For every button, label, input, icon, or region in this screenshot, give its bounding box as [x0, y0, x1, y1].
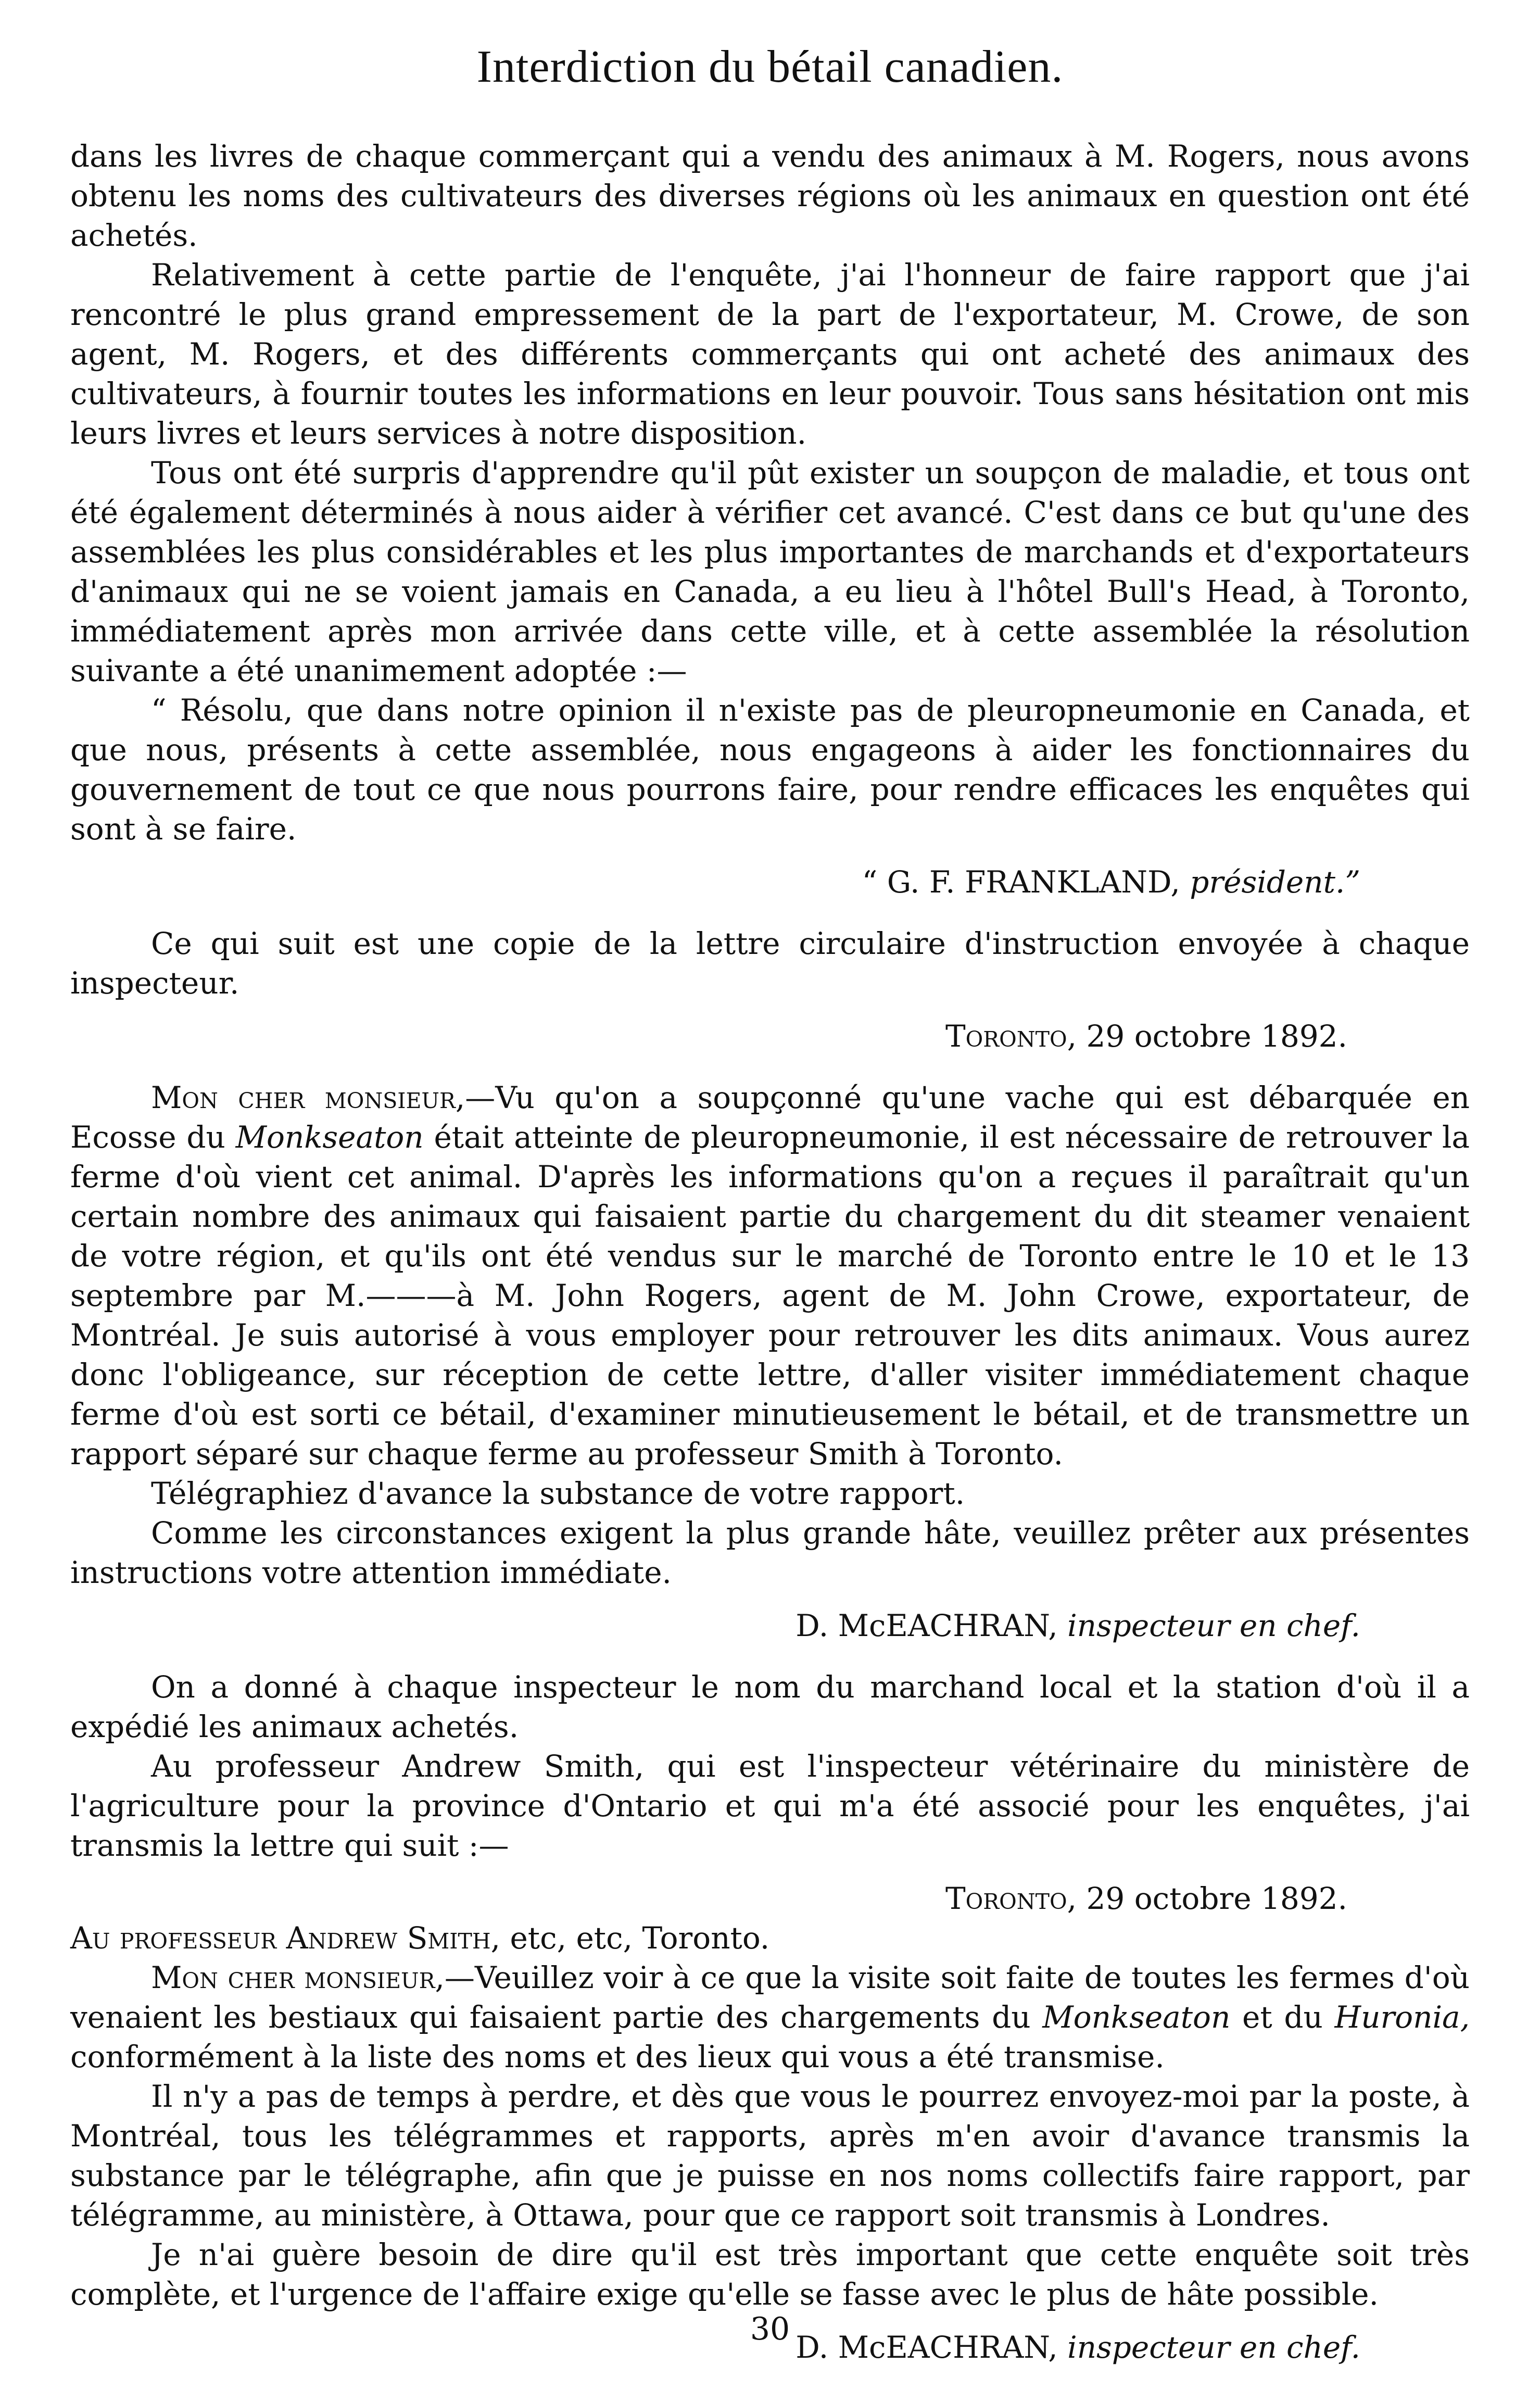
paragraph: Comme les circonstances exigent la plus grande hâte, veuillez prêter aux présentes instructions votre attention immédiate. — [70, 1515, 1470, 1590]
signature-title: inspecteur en chef. — [1067, 2330, 1360, 2365]
paragraph: Ce qui suit est une copie de la lettre circulaire d'instruction envoyée à chaque inspecteur. — [70, 926, 1470, 1001]
ship-name: Monkseaton — [235, 1120, 424, 1155]
salutation: Mon cher monsieur, — [151, 1080, 465, 1115]
addressee-name: Au professeur Andrew Smith, — [70, 1920, 501, 1956]
letter-text: était atteinte de pleuropneumonie, il est nécessaire de retrouver la ferme d'où vient cet animal. D'après les informations qu'on a reçues il paraîtrait qu'un certain nombre des animaux qui faisaient partie du chargement du dit steamer venaient de votre région, et qu'ils ont été vendus sur le marché de Toronto entre le 10 et le 13 septembre par M.———à M. John Rogers, agent de M. John Crowe, exportateur, de Montréal. Je suis autorisé à vous employer pour retrouver les dits animaux. Vous aurez donc l'obligeance, sur réception de cette lettre, d'aller visiter immédiatement chaque ferme d'où est sorti ce bétail, d'examiner minutieusement le bétail, et de transmettre un rapport séparé sur chaque ferme au professeur Smith à Toronto. — [70, 1120, 1470, 1472]
letter-text: —Veuillez voir à ce que la visite soit faite de toutes les fermes d'où venaient les bestiaux qui faisaient partie des chargements du — [70, 1960, 1470, 2035]
paragraph: dans les livres de chaque commerçant qui a vendu des animaux à M. Rogers, nous avons obtenu les noms des cultivateurs des diverses régions où les animaux en question ont été achetés. — [70, 139, 1470, 253]
signature-name: D. McEACHRAN, — [796, 1608, 1058, 1643]
paragraph: Tous ont été surpris d'apprendre qu'il pût exister un soupçon de maladie, et tous ont été également déterminés à nous aider à vérifier cet avancé. C'est dans ce but qu'une des assemblées les plus considérables et les plus importantes de marchands et d'exportateurs d'animaux qui ne se voient jamais en Canada, a eu lieu à l'hôtel Bull's Head, à Toronto, immédiatement après mon arrivée dans cette ville, et à cette assemblée la résolution suivante a été unanimement adoptée :— — [70, 455, 1470, 688]
letter-body — [70, 1078, 1470, 1474]
paragraph: Télégraphiez d'avance la substance de votre rapport. — [151, 1476, 965, 1511]
signature-frankland — [70, 862, 1470, 902]
signature-name: “ G. F. FRANKLAND, — [862, 864, 1180, 900]
signature-mceachran — [70, 1606, 1470, 1645]
paragraph: Relativement à cette partie de l'enquête, j'ai l'honneur de faire rapport que j'ai rencontré le plus grand empressement de la part de l'exportateur, M. Crowe, de son agent, M. Rogers, et des différents commerçants qui ont acheté des animaux des cultivateurs, à fournir toutes les informations en leur pouvoir. Tous sans hésitation ont mis leurs livres et leurs services à notre disposition. — [70, 257, 1470, 451]
paragraph: Je n'ai guère besoin de dire qu'il est très important que cette enquête soit très complète, et l'urgence de l'affaire exige qu'elle se fasse avec le plus de hâte possible. — [70, 2237, 1470, 2312]
paragraph: Au professeur Andrew Smith, qui est l'inspecteur vétérinaire du ministère de l'agriculture pour la province d'Ontario et qui m'a été associé pour les enquêtes, j'ai transmis la lettre qui suit :— — [70, 1749, 1470, 1863]
date-value: 29 octobre 1892. — [1086, 1881, 1347, 1916]
letter-date — [70, 1879, 1470, 1918]
addressee — [70, 1918, 1470, 1958]
addressee-rest: etc, etc, Toronto. — [510, 1920, 770, 1956]
ship-name: Huronia, — [1334, 1999, 1470, 2035]
letter-date — [70, 1016, 1470, 1056]
signature-title: président.” — [1190, 864, 1360, 900]
salutation: Mon cher monsieur, — [151, 1960, 445, 1995]
resolution-quote: “ Résolu, que dans notre opinion il n'existe pas de pleuropneumonie en Canada, et que nous, présents à cette assemblée, nous engageons à aider les fonctionnaires du gouvernement de tout ce que nous pourrons faire, pour rendre efficaces les enquêtes qui sont à se faire. — [70, 693, 1470, 847]
letter-body — [70, 1958, 1470, 2077]
date-place: Toronto, — [945, 1881, 1077, 1916]
letter-text: —Vu qu'on a soupçonné qu'une vache qui est débarquée en Ecosse du — [70, 1080, 1470, 1155]
date-place: Toronto, — [945, 1018, 1077, 1054]
letter-text: conformément à la liste des noms et des lieux qui vous a été transmise. — [70, 2039, 1165, 2074]
paragraph: Il n'y a pas de temps à perdre, et dès que vous le pourrez envoyez-moi par la poste, à Montréal, tous les télégrammes et rapports, après m'en avoir d'avance transmis la substance par le télégraphe, afin que je puisse en nos noms collectifs faire rapport, par télégramme, au ministère, à Ottawa, pour que ce rapport soit transmis à Londres. — [70, 2079, 1470, 2233]
date-value: 29 octobre 1892. — [1086, 1018, 1347, 1054]
page-number: 30 — [750, 2311, 790, 2347]
paragraph: On a donné à chaque inspecteur le nom du marchand local et la station d'où il a expédié les animaux achetés. — [70, 1669, 1470, 1744]
letter-text: et du — [1242, 1999, 1323, 2035]
body-text — [70, 136, 1470, 2367]
signature-title: inspecteur en chef. — [1067, 1608, 1360, 1643]
signature-name: D. McEACHRAN, — [796, 2330, 1058, 2365]
ship-name: Monkseaton — [1042, 1999, 1231, 2035]
running-head: Interdiction du bétail canadien. — [476, 42, 1064, 92]
